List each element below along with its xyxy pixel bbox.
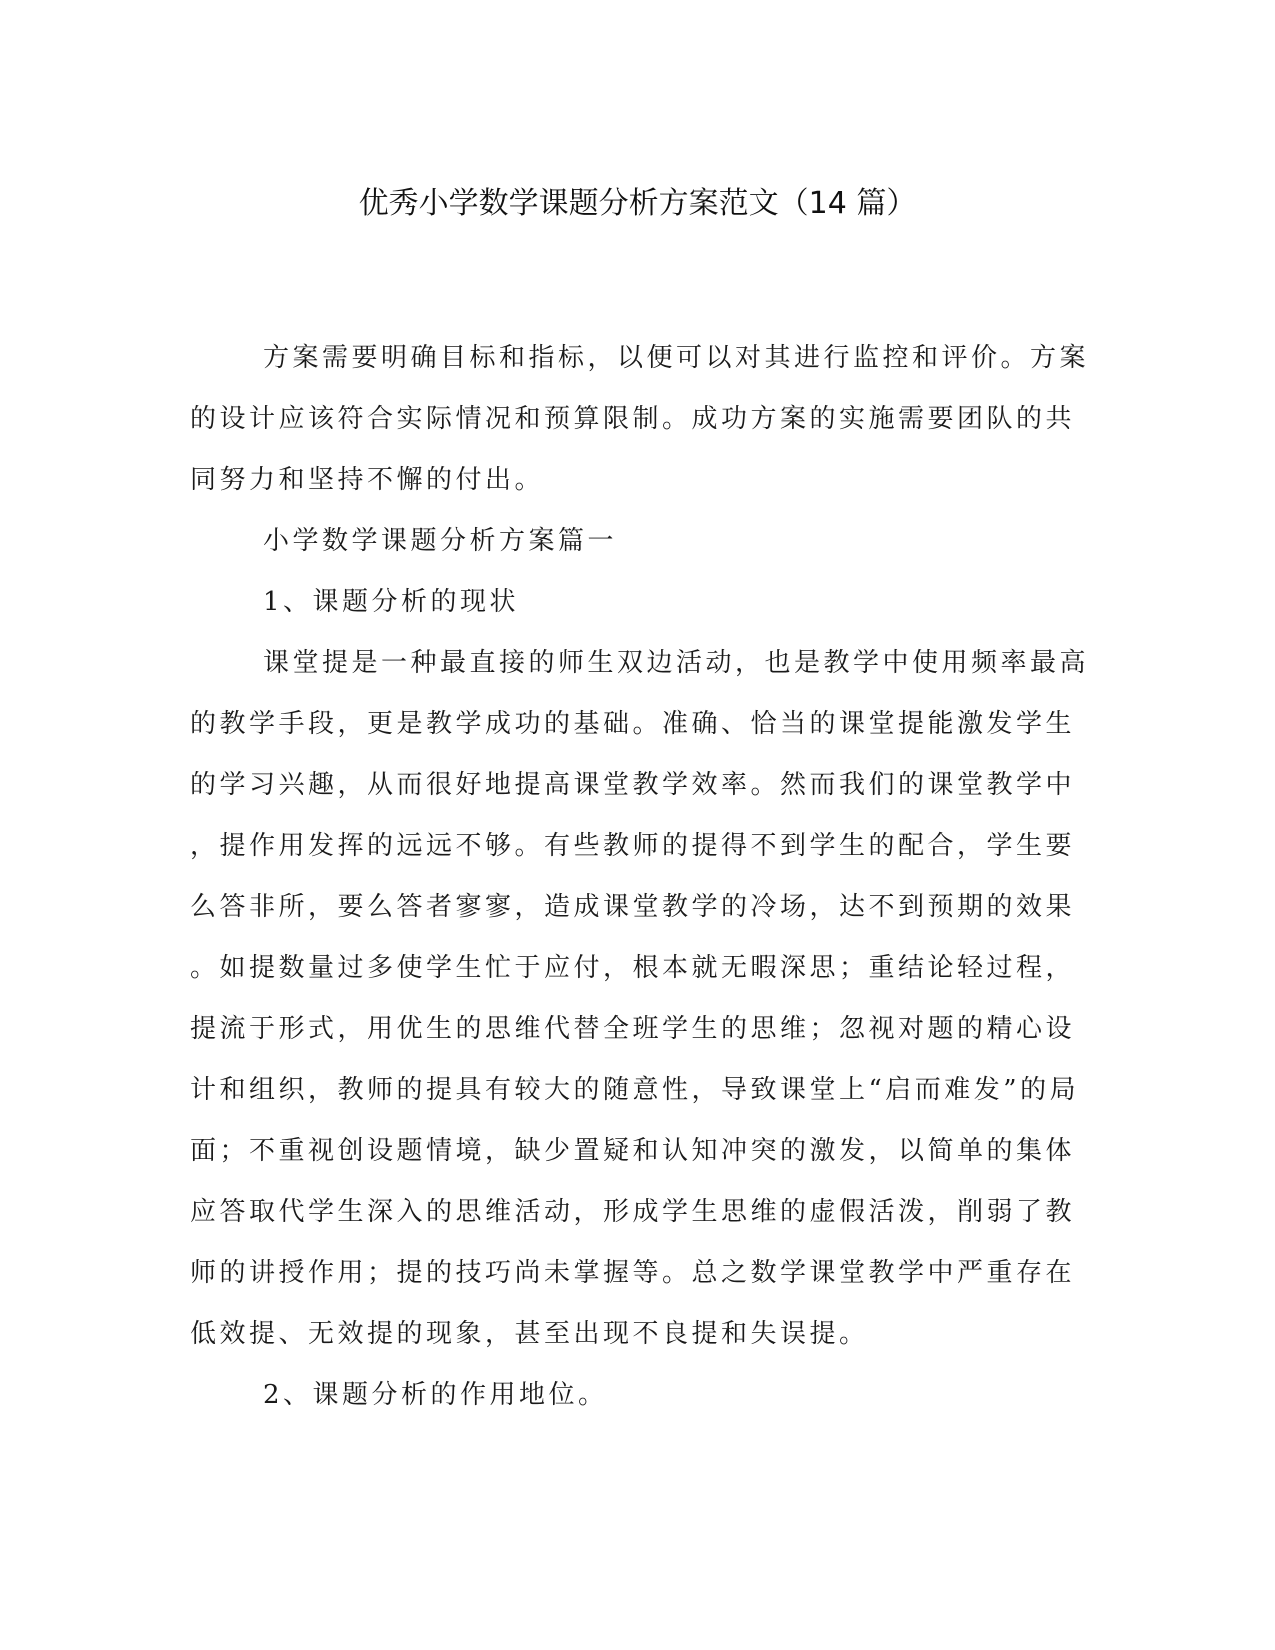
body-line: 的学习兴趣，从而很好地提高课堂教学效率。然而我们的课堂教学中 — [190, 770, 1076, 800]
body-line: 课堂提是一种最直接的师生双边活动，也是教学中使用频率最高 — [263, 648, 1090, 678]
body-line: 同努力和坚持不懈的付出。 — [190, 465, 545, 495]
body-line: 应答取代学生深入的思维活动，形成学生思维的虚假活泼，削弱了教 — [190, 1197, 1076, 1227]
body-line: 低效提、无效提的现象，甚至出现不良提和失误提。 — [190, 1319, 869, 1349]
body-line: 么答非所，要么答者寥寥，造成课堂教学的冷场，达不到预期的效果 — [190, 892, 1076, 922]
body-line: 方案需要明确目标和指标，以便可以对其进行监控和评价。方案 — [263, 343, 1090, 373]
subsection-heading: 1、课题分析的现状 — [263, 587, 520, 617]
body-line: 的教学手段，更是教学成功的基础。准确、恰当的课堂提能激发学生 — [190, 709, 1076, 739]
document-body — [190, 328, 1090, 1426]
body-line: 提流于形式，用优生的思维代替全班学生的思维；忽视对题的精心设 — [190, 1014, 1076, 1044]
body-line: 。如提数量过多使学生忙于应付，根本就无暇深思；重结论轻过程， — [190, 953, 1076, 983]
body-line: 师的讲授作用；提的技巧尚未掌握等。总之数学课堂教学中严重存在 — [190, 1258, 1076, 1288]
body-line: ，提作用发挥的远远不够。有些教师的提得不到学生的配合，学生要 — [190, 831, 1076, 861]
body-line: 计和组织，教师的提具有较大的随意性，导致课堂上“启而难发”的局 — [190, 1075, 1080, 1105]
section-heading: 小学数学课题分析方案篇一 — [263, 526, 618, 556]
subsection-heading: 2、课题分析的作用地位。 — [263, 1380, 608, 1410]
document-title: 优秀小学数学课题分析方案范文（14 篇） — [358, 186, 917, 221]
body-line: 的设计应该符合实际情况和预算限制。成功方案的实施需要团队的共 — [190, 404, 1076, 434]
body-line: 面；不重视创设题情境，缺少置疑和认知冲突的激发，以简单的集体 — [190, 1136, 1076, 1166]
